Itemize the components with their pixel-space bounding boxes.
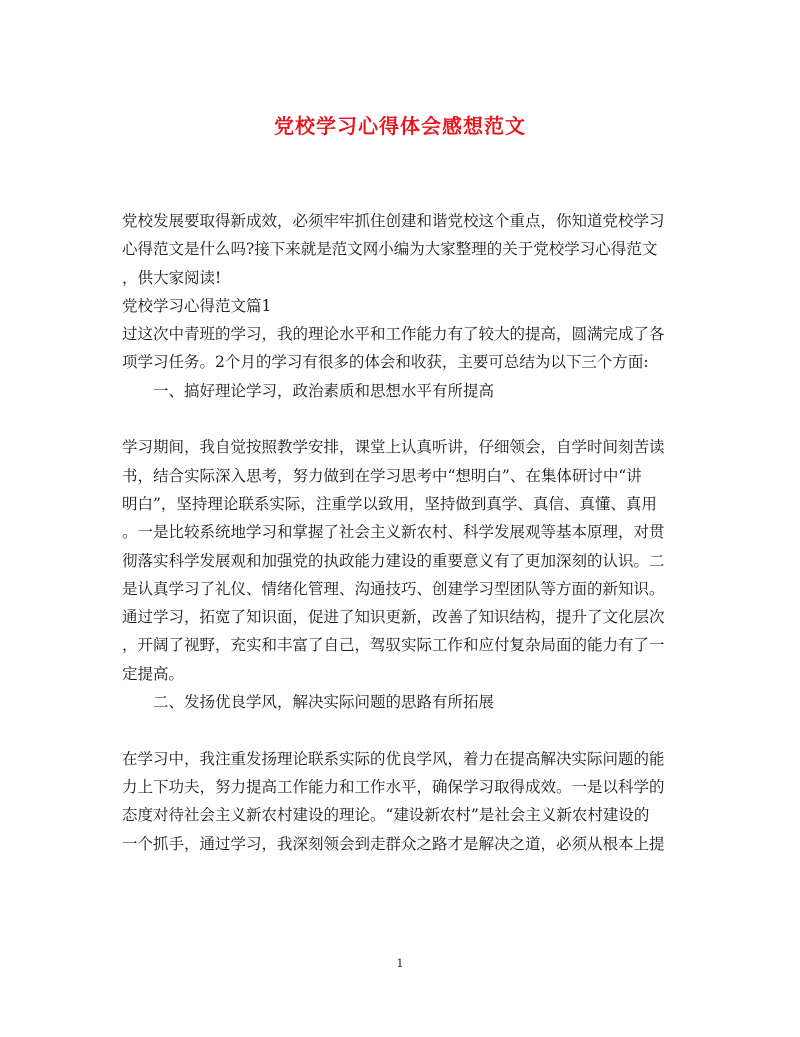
body-line: 态度对待社会主义新农村建设的理论。“建设新农村”是社会主义新农村建设的: [122, 806, 650, 825]
document-body: [122, 207, 678, 858]
body-line: 彻落实科学发展观和加强党的执政能力建设的重要意义有了更加深刻的认识。二: [122, 551, 665, 570]
blank-line: [122, 405, 678, 433]
body-line: 一个抓手，通过学习，我深刻领会到走群众之路才是解决之道，必须从根本上提: [122, 834, 665, 853]
body-line: 力上下功夫，努力提高工作能力和工作水平，确保学习取得成效。一是以科学的: [122, 777, 665, 796]
body-line: 在学习中，我注重发扬理论联系实际的优良学风，着力在提高解决实际问题的能: [122, 749, 665, 768]
body-line: 通过学习，拓宽了知识面，促进了知识更新，改善了知识结构，提升了文化层次: [122, 608, 665, 627]
body-line: ，开阔了视野，充实和丰富了自己，驾驭实际工作和应付复杂局面的能力有了一: [122, 636, 665, 655]
body-line: 学习期间，我自觉按照教学安排，课堂上认真听讲，仔细领会，自学时间刻苦读: [122, 438, 665, 457]
page-number: 1: [396, 957, 404, 970]
body-line: ，供大家阅读!: [122, 268, 222, 287]
body-line: 党校发展要取得新成效，必须牢牢抓住创建和谐党校这个重点，你知道党校学习: [122, 212, 665, 230]
body-line: 明白”，坚持理论联系实际，注重学以致用，坚持做到真学、真信、真懂、真用: [122, 494, 657, 513]
body-line: 过这次中青班的学习，我的理论水平和工作能力有了较大的提高，圆满完成了各: [122, 325, 665, 344]
document-title: 党校学习心得体会感想范文: [274, 114, 526, 138]
body-line: 。一是比较系统地学习和掌握了社会主义新农村、科学发展观等基本原理，对贯: [122, 523, 665, 542]
body-line: 是认真学习了礼仪、情绪化管理、沟通技巧、创建学习型团队等方面的新知识。: [122, 579, 665, 598]
subheading-2: 二、发扬优良学风，解决实际问题的思路有所拓展: [153, 693, 495, 712]
body-line: 心得范文是什么吗?接下来就是范文网小编为大家整理的关于党校学习心得范文: [122, 240, 658, 259]
subheading-1: 一、搞好理论学习，政治素质和思想水平有所提高: [153, 381, 495, 400]
body-line: 书，结合实际深入思考，努力做到在学习思考中“想明白”、在集体研讨中“讲: [122, 466, 642, 485]
section-heading: 党校学习心得范文篇1: [122, 296, 272, 315]
body-line: 项学习任务。2个月的学习有很多的体会和收获，主要可总结为以下三个方面:: [122, 353, 649, 372]
body-line: 定提高。: [122, 664, 185, 683]
blank-line: [122, 716, 678, 744]
